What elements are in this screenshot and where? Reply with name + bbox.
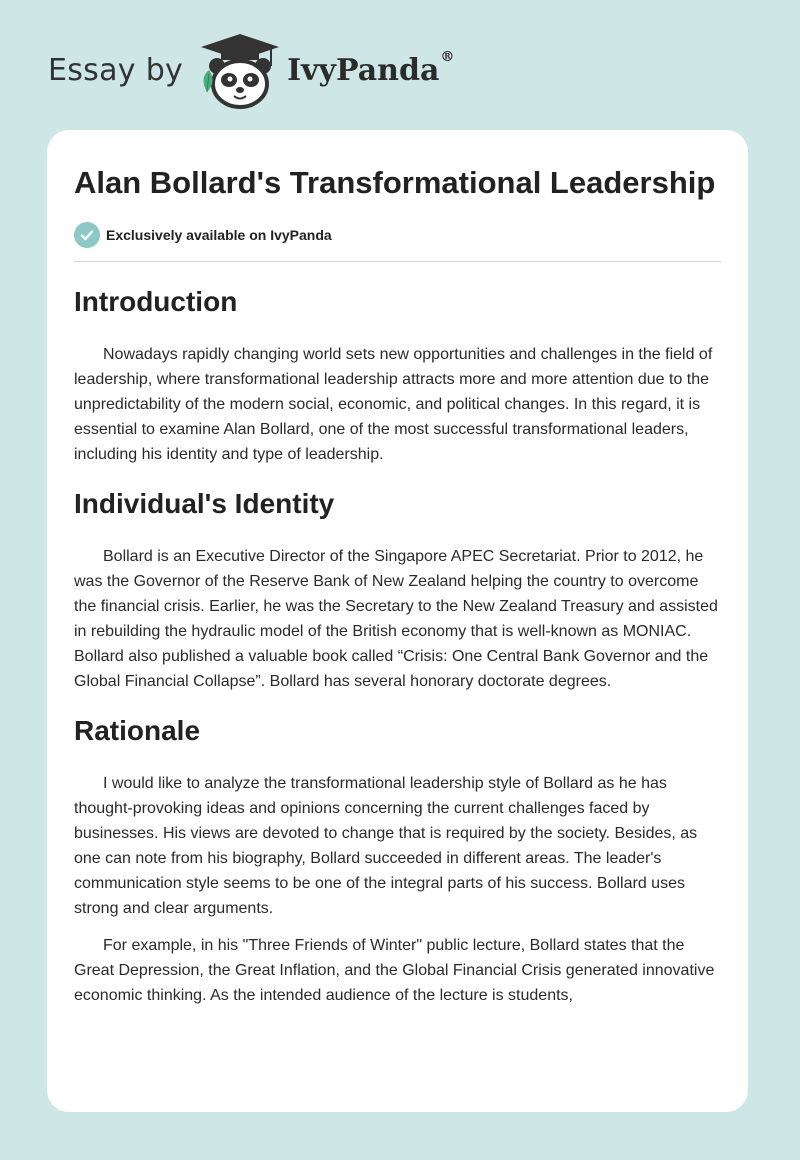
exclusive-badge: [74, 220, 721, 250]
paragraph: Nowadays rapidly changing world sets new opportunities and challenges in the field of leadership, where transformational leadership attracts more and more attention due to the unpredictability of the modern social, economic, and political changes. In this regard, it is essential to examine Alan Bollard, one of the most successful transformational leaders, including his identity and type of leadership.: [74, 346, 713, 463]
section-heading: Rationale: [74, 715, 201, 746]
check-mark-glyph: [80, 228, 94, 242]
essay-title: Alan Bollard's Transformational Leadership: [74, 165, 716, 200]
title-divider: [74, 261, 721, 262]
panda-mascot-icon[interactable]: [197, 30, 283, 110]
brand-name[interactable]: IvyPanda®: [287, 48, 455, 88]
section-introduction: [74, 285, 721, 467]
paragraph: I would like to analyze the transformational leadership style of Bollard as he has thought-provoking ideas and opinions concerning the current challenges faced by businesses. His views are devoted to change that is required by the society. Besides, as one can note from his biography, Bollard succeeded in different areas. The leader's communication style seems to be one of the integral parts of his success. Bollard uses strong and clear arguments.: [74, 775, 698, 917]
check-icon: [74, 222, 100, 248]
essay-card: [47, 130, 748, 1112]
exclusive-label: Exclusively available on IvyPanda: [106, 227, 332, 243]
section-rationale: [74, 714, 721, 1008]
section-heading: Introduction: [74, 286, 238, 317]
section-heading: Individual's Identity: [74, 488, 335, 519]
paragraph: Bollard is an Executive Director of the Singapore APEC Secretariat. Prior to 2012, he was the Governor of the Reserve Bank of New Zealand helping the country to overcome the financial crisis. Earlier, he was the Secretary to the New Zealand Treasury and assisted in rebuilding the hydraulic model of the British economy that is well-known as MONIAC. Bollard also published a valuable book called “Crisis: One Central Bank Governor and the Global Financial Collapse”. Bollard has several honorary doctorate degrees.: [74, 548, 718, 690]
section-individuals-identity: [74, 487, 721, 694]
site-header: [48, 30, 454, 110]
paragraph: For example, in his "Three Friends of Winter" public lecture, Bollard states that the Great Depression, the Great Inflation, and the Global Financial Crisis generated innovative economic thinking. As the intended audience of the lecture is students,: [74, 937, 715, 1004]
essay-by-label: Essay by: [48, 52, 184, 88]
registered-mark: ®: [440, 48, 455, 65]
